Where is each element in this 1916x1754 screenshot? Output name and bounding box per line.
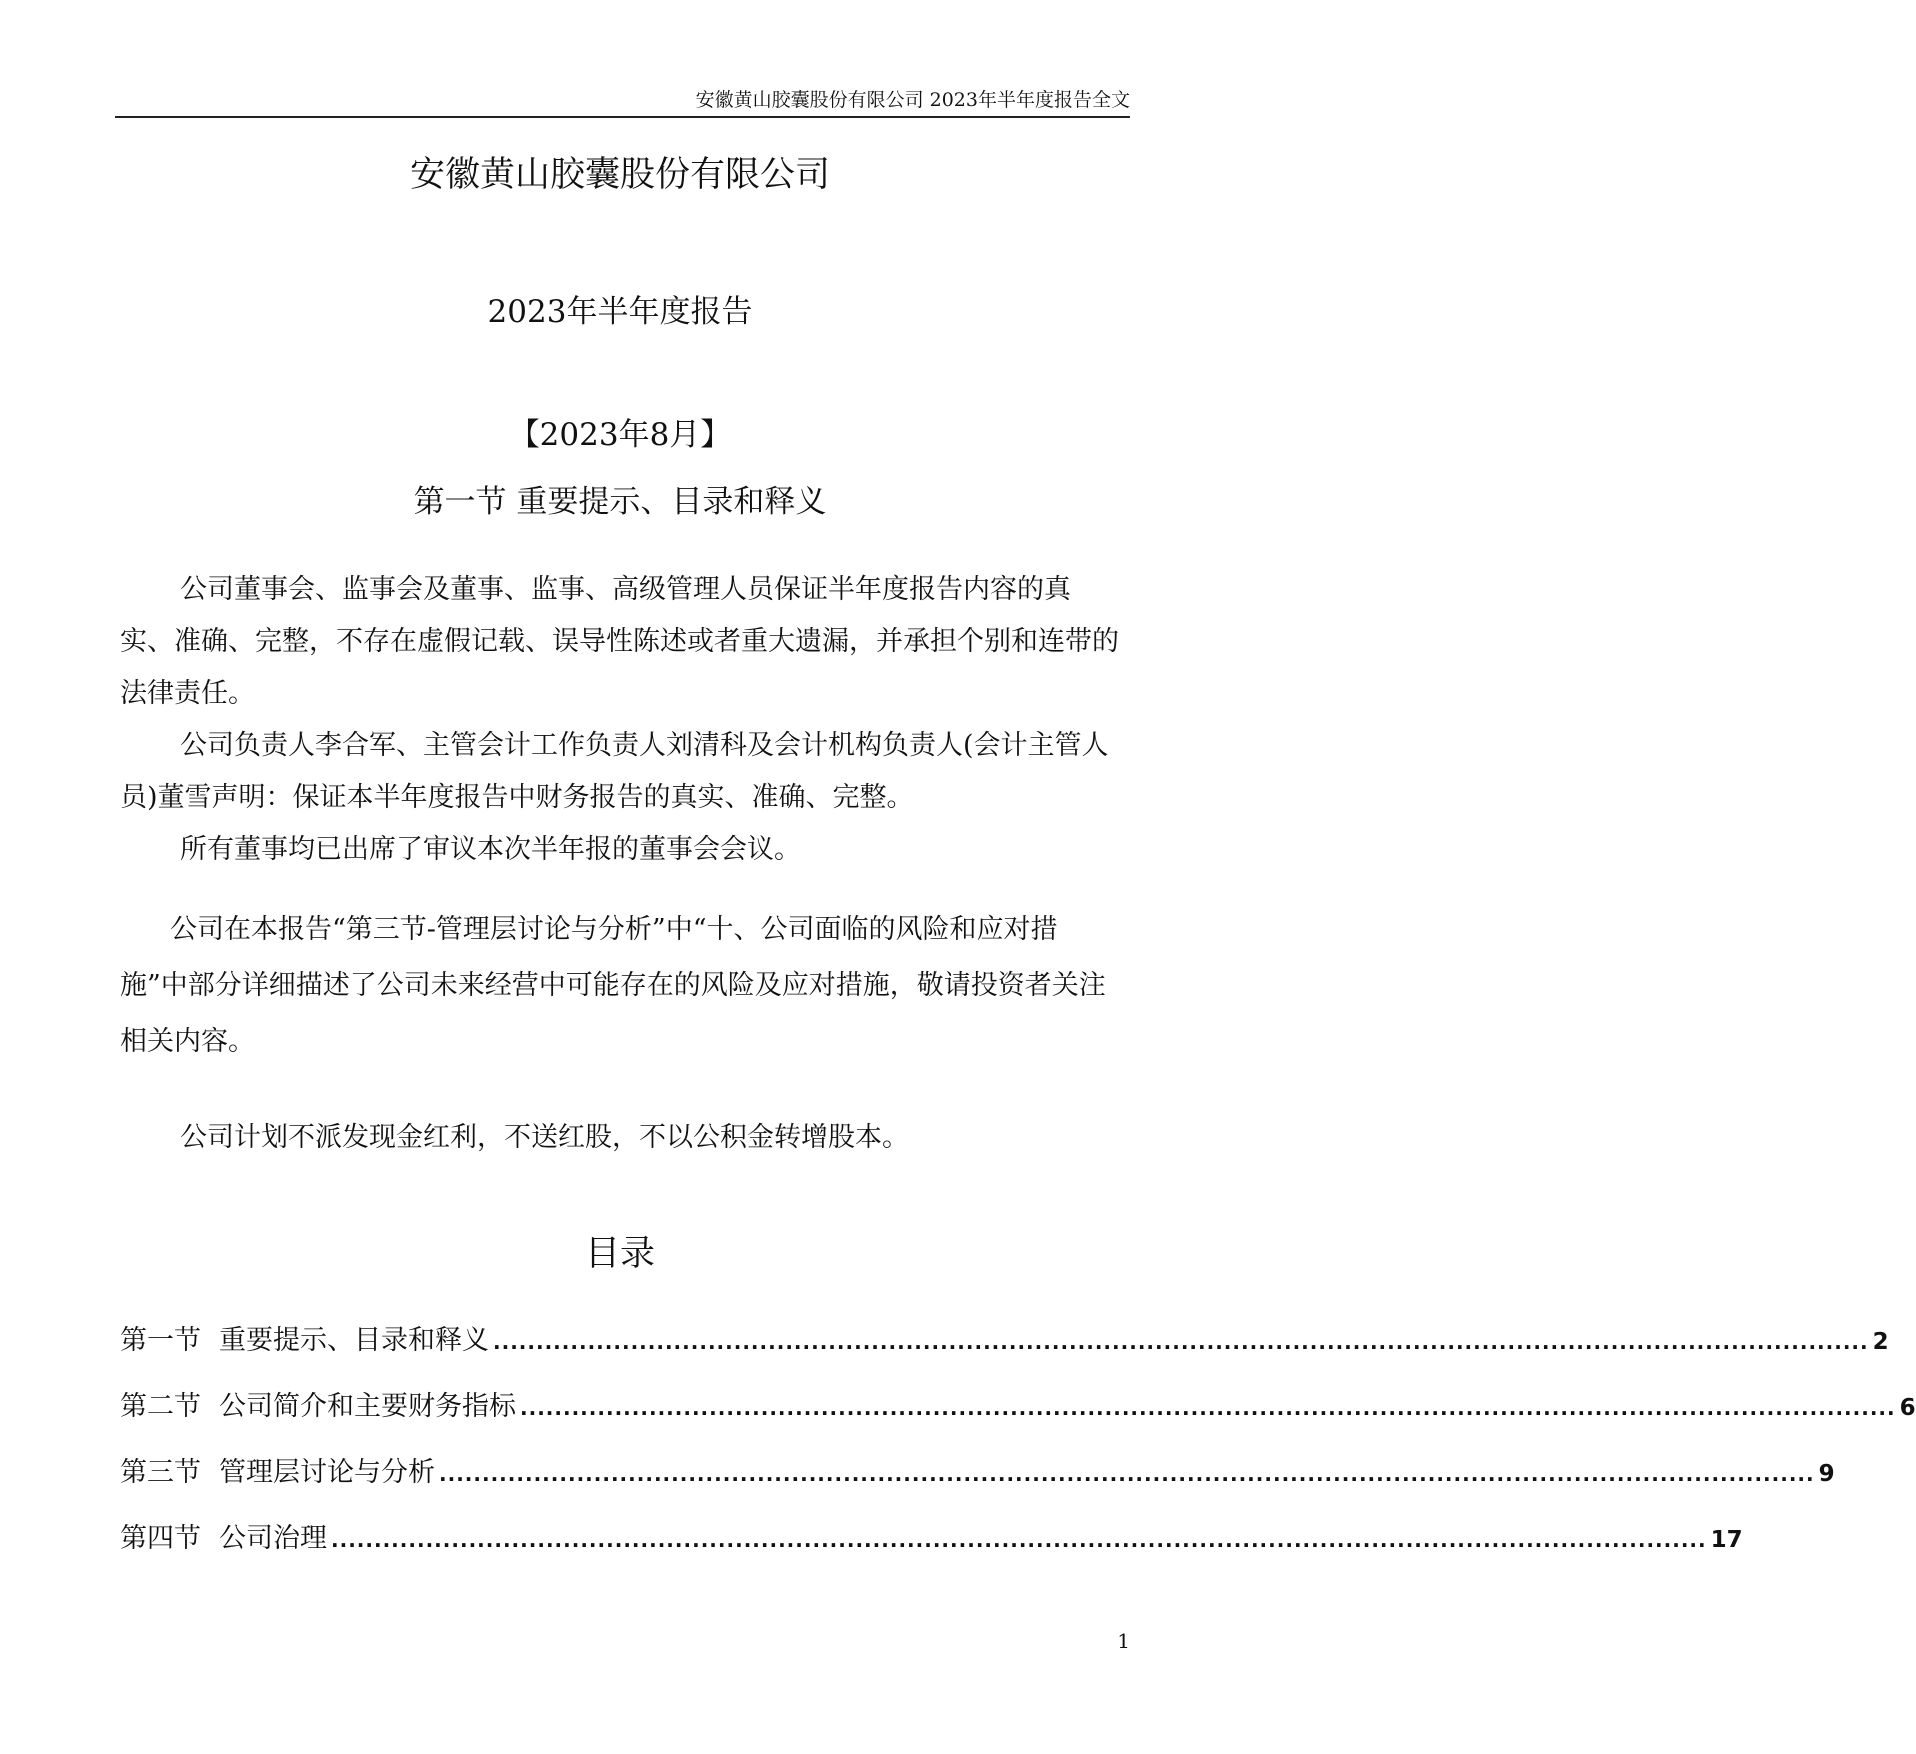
toc-entry[interactable] xyxy=(120,1450,1835,1516)
report-title: 2023年半年度报告 xyxy=(487,294,753,330)
toc-entry-page: 2 xyxy=(1872,1329,1889,1355)
toc-entry-section: 第二节 xyxy=(120,1391,201,1422)
page-number: 1 xyxy=(1117,1629,1130,1653)
toc-entry-label: 公司治理 xyxy=(219,1523,327,1554)
toc-leader-dots: ................................................................................................................................................................ xyxy=(520,1396,1896,1420)
section-title: 第一节 重要提示、目录和释义 xyxy=(413,484,827,520)
paragraph-responsible-persons: 公司负责人李合军、主管会计工作负责人刘清科及会计机构负责人(会计主管人员)董雪声明：保证本半年度报告中财务报告的真实、准确、完整。 xyxy=(120,730,1109,813)
toc-entry[interactable] xyxy=(120,1318,1889,1384)
toc-entry[interactable] xyxy=(120,1516,1743,1582)
toc-leader-dots: ................................................................................................................................................................ xyxy=(493,1330,1869,1354)
paragraph-board-guarantee: 公司董事会、监事会及董事、监事、高级管理人员保证半年度报告内容的真实、准确、完整，不存在虚假记载、误导性陈述或者重大遗漏，并承担个别和连带的法律责任。 xyxy=(120,574,1119,709)
table-of-contents xyxy=(120,1318,1916,1582)
toc-title: 目录 xyxy=(584,1234,655,1274)
toc-entry-page: 6 xyxy=(1899,1395,1916,1421)
toc-entry[interactable] xyxy=(120,1384,1916,1450)
toc-entry-page: 9 xyxy=(1818,1461,1835,1487)
paragraph-directors-attendance: 所有董事均已出席了审议本次半年报的董事会会议。 xyxy=(180,834,801,865)
toc-entry-label: 重要提示、目录和释义 xyxy=(219,1325,489,1356)
report-date: 【2023年8月】 xyxy=(508,417,732,453)
toc-entry-label: 公司简介和主要财务指标 xyxy=(219,1391,516,1422)
running-header xyxy=(115,86,1130,118)
toc-entry-section: 第三节 xyxy=(120,1457,201,1488)
running-header-title: 安徽黄山胶囊股份有限公司 2023年半年度报告全文 xyxy=(695,89,1130,111)
toc-entry-page: 17 xyxy=(1710,1527,1743,1553)
toc-leader-dots: ................................................................................................................................................................ xyxy=(439,1462,1815,1486)
paragraph-dividend-plan: 公司计划不派发现金红利，不送红股，不以公积金转增股本。 xyxy=(180,1122,909,1153)
toc-entry-section: 第一节 xyxy=(120,1325,201,1356)
toc-entry-label: 管理层讨论与分析 xyxy=(219,1457,435,1488)
paragraph-risk-notice: 公司在本报告“第三节-管理层讨论与分析”中“十、公司面临的风险和应对措施”中部分详细描述了公司未来经营中可能存在的风险及应对措施，敬请投资者关注相关内容。 xyxy=(120,914,1106,1057)
company-name: 安徽黄山胶囊股份有限公司 xyxy=(409,155,830,195)
toc-entry-section: 第四节 xyxy=(120,1523,201,1554)
toc-leader-dots: ................................................................................................................................................................ xyxy=(331,1528,1707,1552)
